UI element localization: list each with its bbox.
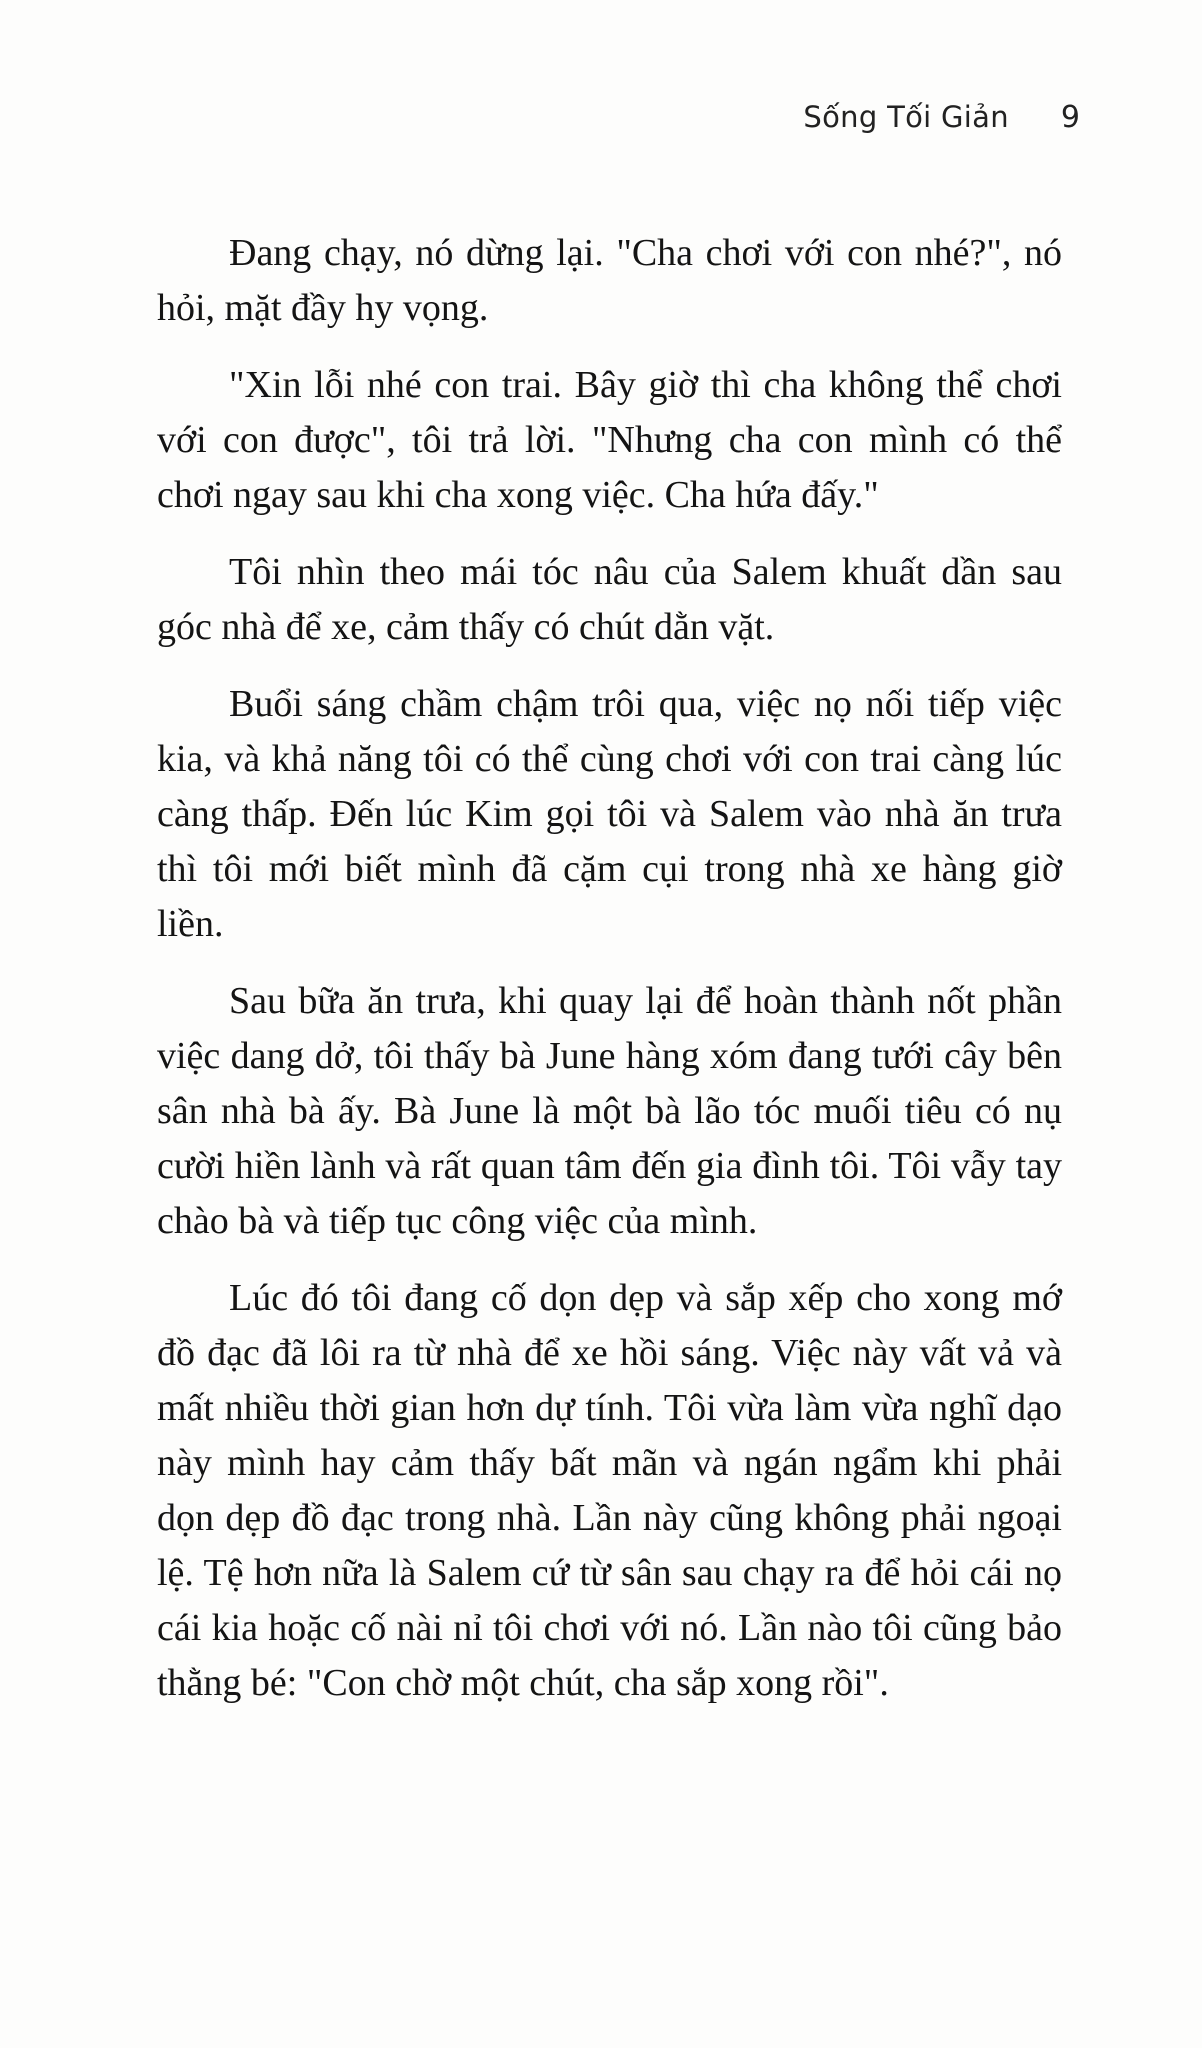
paragraph: Sau bữa ăn trưa, khi quay lại để hoàn thành nốt phần việc dang dở, tôi thấy bà June hàng xóm đang tưới cây bên sân nhà bà ấy. Bà June là một bà lão tóc muối tiêu có nụ cười hiền lành và rất quan tâm đến gia đình tôi. Tôi vẫy tay chào bà và tiếp tục công việc của mình. [157, 980, 1062, 1242]
paragraph: Đang chạy, nó dừng lại. "Cha chơi với con nhé?", nó hỏi, mặt đầy hy vọng. [157, 232, 1062, 329]
paragraph: Lúc đó tôi đang cố dọn dẹp và sắp xếp cho xong mớ đồ đạc đã lôi ra từ nhà để xe hồi sáng. Việc này vất vả và mất nhiều thời gian hơn dự tính. Tôi vừa làm vừa nghĩ dạo này mình hay cảm thấy bất mãn và ngán ngẩm khi phải dọn dẹp đồ đạc trong nhà. Lần này cũng không phải ngoại lệ. Tệ hơn nữa là Salem cứ từ sân sau chạy ra để hỏi cái nọ cái kia hoặc cố nài nỉ tôi chơi với nó. Lần nào tôi cũng bảo thằng bé: "Con chờ một chút, cha sắp xong rồi". [157, 1277, 1062, 1704]
paragraph: Buổi sáng chầm chậm trôi qua, việc nọ nối tiếp việc kia, và khả năng tôi có thể cùng chơi với con trai càng lúc càng thấp. Đến lúc Kim gọi tôi và Salem vào nhà ăn trưa thì tôi mới biết mình đã cặm cụi trong nhà xe hàng giờ liền. [157, 683, 1062, 945]
body-text [157, 226, 1062, 1733]
running-title: Sống Tối Giản [803, 100, 1009, 134]
paragraph: Tôi nhìn theo mái tóc nâu của Salem khuất dần sau góc nhà để xe, cảm thấy có chút dằn vặt. [157, 551, 1062, 648]
page-number: 9 [1060, 100, 1080, 135]
running-header [803, 100, 1080, 135]
paragraph: "Xin lỗi nhé con trai. Bây giờ thì cha không thể chơi với con được", tôi trả lời. "Nhưng cha con mình có thể chơi ngay sau khi cha xong việc. Cha hứa đấy." [157, 364, 1062, 516]
